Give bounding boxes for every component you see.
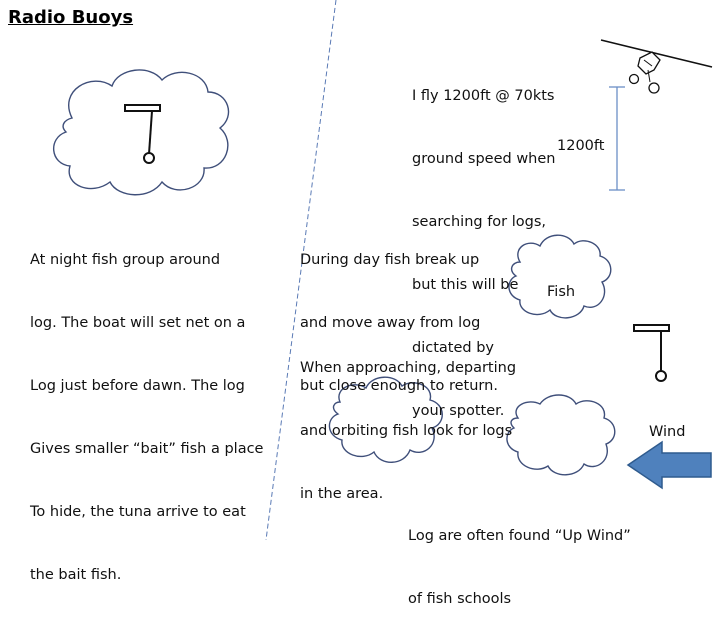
altitude-label: 1200ft [557,138,605,154]
aircraft-icon [601,40,712,93]
flight-note: I fly 1200ft @ 70kts ground speed when searching for logs, but this will be dictated by your spotter. [412,88,556,419]
buoy-right-icon [634,325,669,381]
night-note: At night fish group around log. The boat will set net on a Log just before dawn. The log Gives smaller “bait” fish a place To hide, the tuna arrive to eat the bait fish. [30,252,264,583]
buoy-left-icon [125,105,160,163]
cloud-left [54,70,229,195]
day-note: During day fish break up and move away from log but close enough to return. [300,252,498,394]
page-title: Radio Buoys [8,7,134,28]
upwind-note: Log are often found “Up Wind” of fish schools [408,528,631,607]
fish-label: Fish [547,284,576,300]
wind-label: Wind [649,424,686,440]
altitude-line [609,87,625,190]
wind-arrow-icon [628,442,711,488]
approach-note: When approaching, departing and orbiting fish look for logs in the area. [300,360,517,502]
